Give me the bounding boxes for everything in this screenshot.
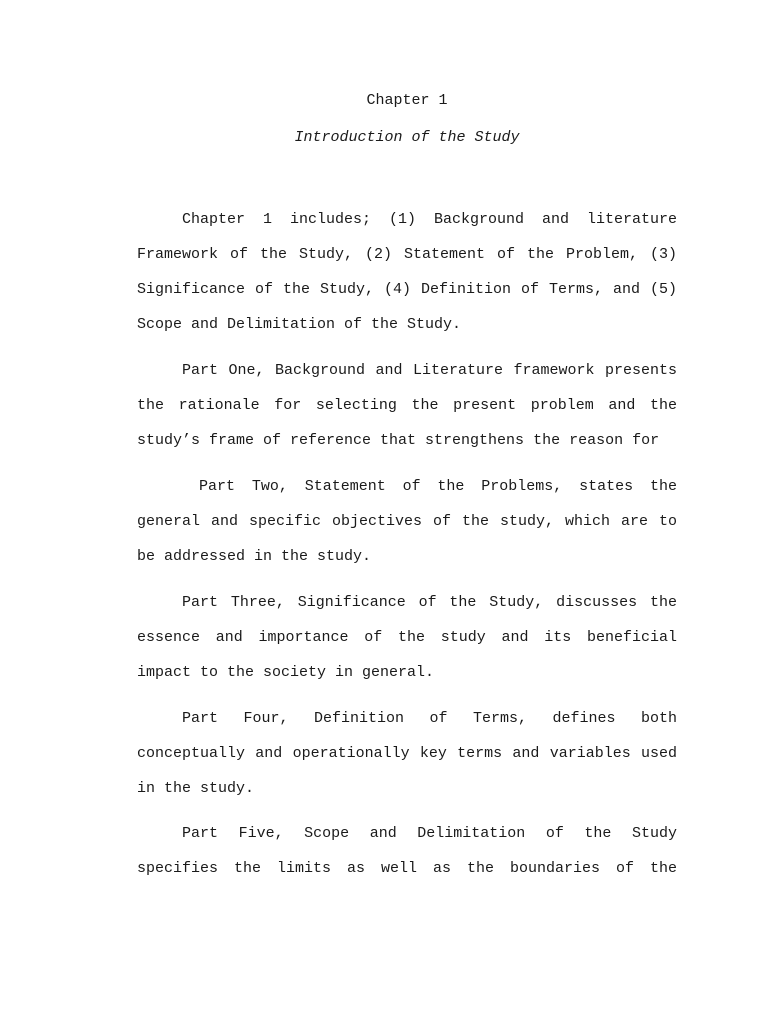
paragraph-part-two: Part Two, Statement of the Problems, states the general and specific objectives of the study, which are to be addressed in the study. xyxy=(137,478,677,565)
chapter-label: Chapter 1 xyxy=(366,92,448,109)
paragraph-part-three: Part Three, Significance of the Study, discusses the essence and importance of the study and its beneficial impact to the society in general. xyxy=(137,594,677,681)
chapter-title: Introduction of the Study xyxy=(294,129,520,146)
paragraph-part-one: Part One, Background and Literature framework presents the rationale for selecting the present problem and the study’s frame of reference that strengthens the reason for xyxy=(137,362,677,449)
paragraph-part-four: Part Four, Definition of Terms, defines both conceptually and operationally key terms and variables used in the study. xyxy=(137,710,677,797)
paragraph-overview: Chapter 1 includes; (1) Background and literature Framework of the Study, (2) Statement of the Problem, (3) Significance of the Study, (4) Definition of Terms, and (5) Scope and Delimitation of the Study. xyxy=(137,211,677,333)
paragraph-part-five: Part Five, Scope and Delimitation of the Study specifies the limits as well as the boundaries of the xyxy=(137,825,677,877)
